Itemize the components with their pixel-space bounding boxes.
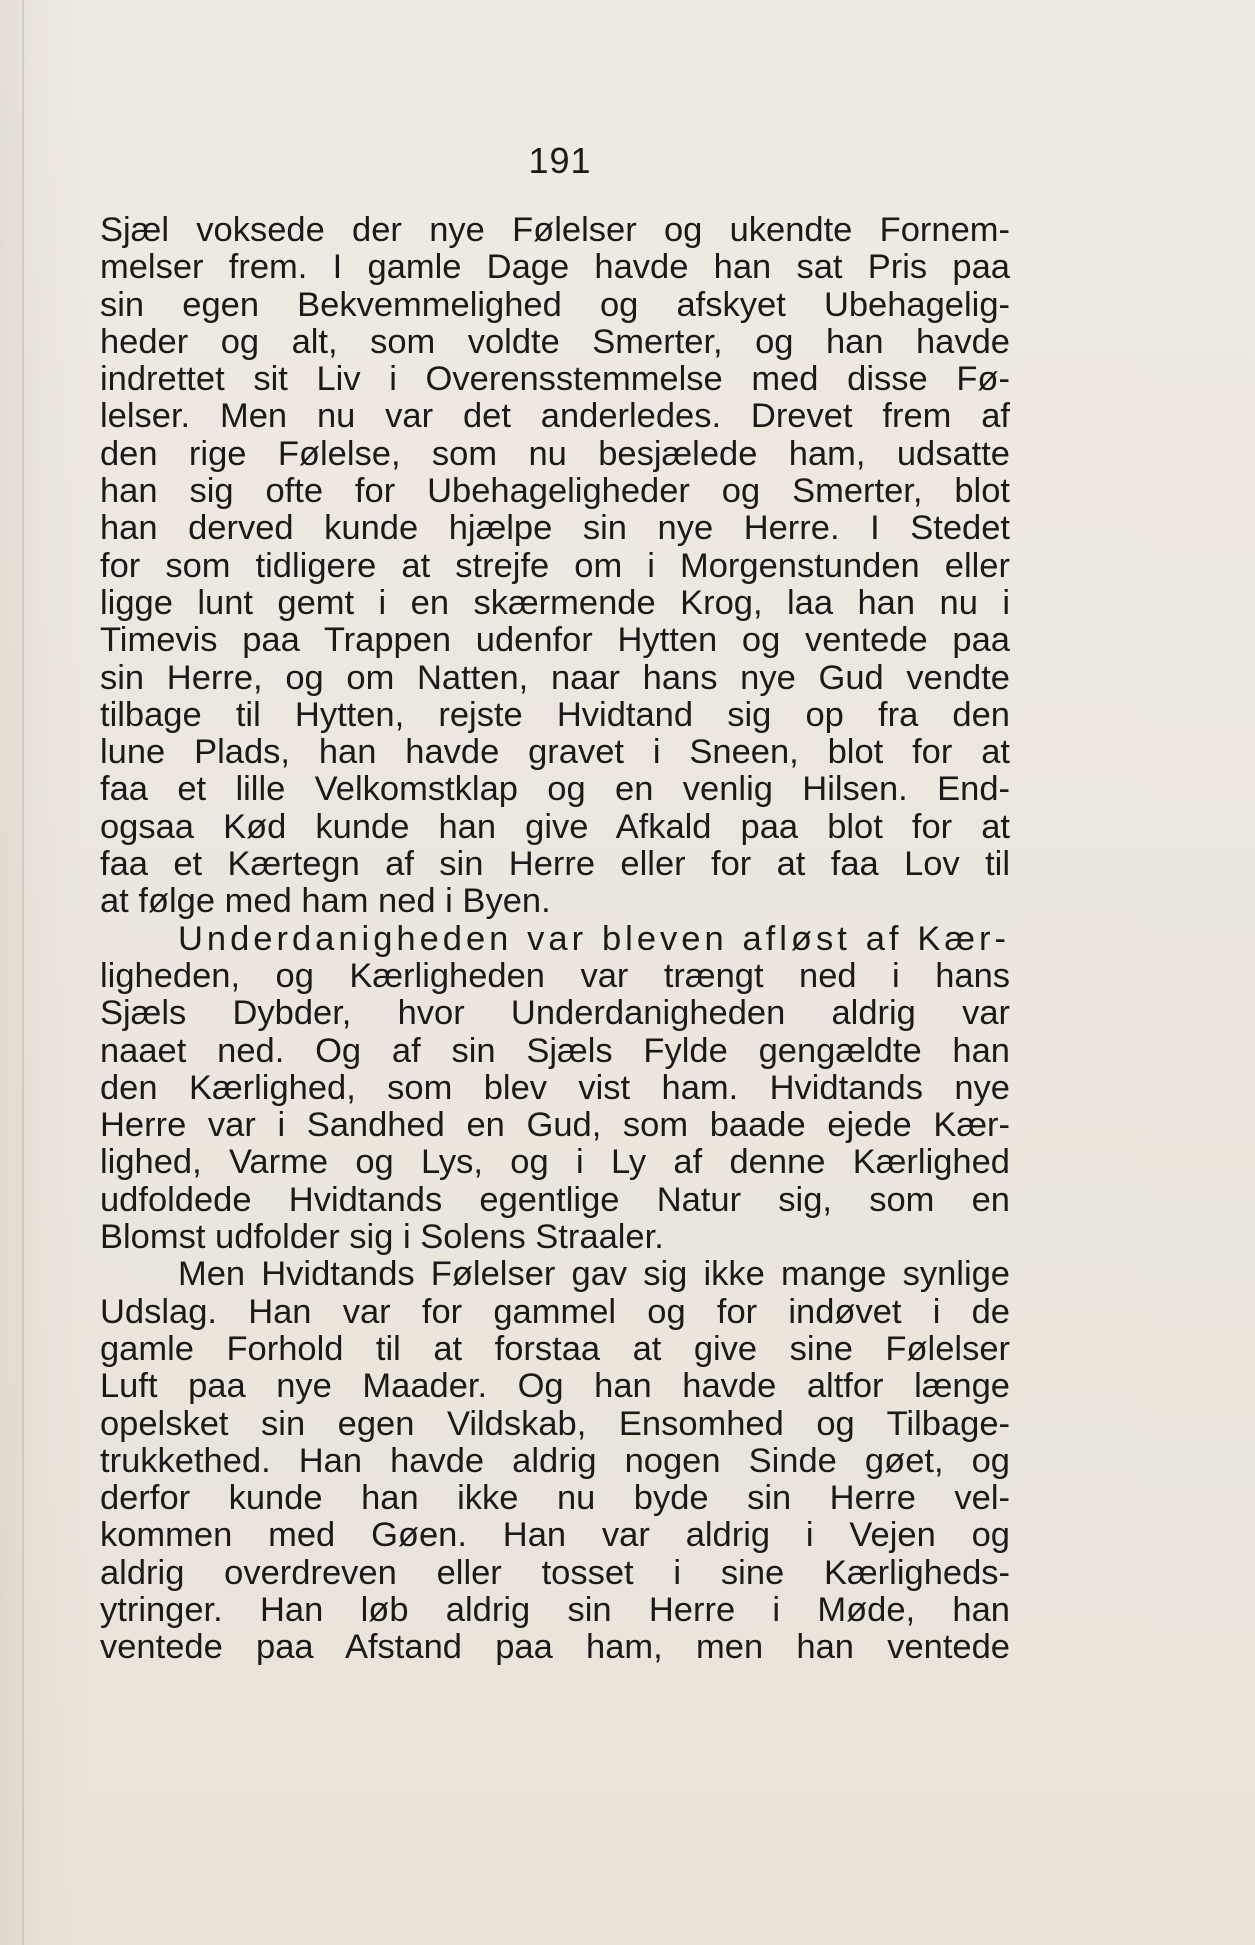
text-line: heder og alt, som voldte Smerter, og han havde	[100, 322, 1010, 361]
text-line: ogsaa Kød kunde han give Afkald paa blot for at	[100, 807, 1010, 846]
paragraph-end-line: at følge med ham ned i Byen.	[100, 882, 551, 921]
text-line: han derved kunde hjælpe sin nye Herre. I Stedet	[100, 509, 1010, 548]
text-line: den Kærlighed, som blev vist ham. Hvidtands nye	[100, 1068, 1010, 1107]
text-line: ytringer. Han løb aldrig sin Herre i Møde, han	[100, 1590, 1010, 1629]
text-line: kommen med Gøen. Han var aldrig i Vejen og	[100, 1516, 1010, 1555]
text-line: lighed, Varme og Lys, og i Ly af denne Kærlighed	[100, 1143, 1010, 1182]
text-line: ventede paa Afstand paa ham, men han ventede	[100, 1628, 1010, 1667]
text-line: sin egen Bekvemmelighed og afskyet Ubehagelig-	[100, 285, 1010, 324]
page-number: 191	[528, 140, 592, 181]
text-line: faa et Kærtegn af sin Herre eller for at faa Lov til	[100, 845, 1010, 884]
text-line: Sjæls Dybder, hvor Underdanigheden aldrig var	[100, 994, 1010, 1033]
text-line: Herre var i Sandhed en Gud, som baade ejede Kær-	[100, 1106, 1010, 1145]
text-line: aldrig overdreven eller tosset i sine Kærligheds-	[100, 1553, 1010, 1592]
text-line: ligheden, og Kærligheden var trængt ned i hans	[100, 956, 1010, 995]
text-line: for som tidligere at strejfe om i Morgenstunden eller	[100, 546, 1010, 585]
paragraph-start-line: Men Hvidtands Følelser gav sig ikke mange synlige	[178, 1255, 1010, 1294]
text-line: den rige Følelse, som nu besjælede ham, udsatte	[100, 434, 1010, 473]
text-line: opelsket sin egen Vildskab, Ensomhed og Tilbage-	[100, 1404, 1010, 1443]
text-line: sin Herre, og om Natten, naar hans nye Gud vendte	[100, 658, 1010, 697]
paragraph-start-line: Underdanigheden var bleven afløst af Kær-	[178, 919, 1010, 958]
text-line: tilbage til Hytten, rejste Hvidtand sig op fra den	[100, 695, 1010, 734]
binding-gutter	[22, 0, 24, 1945]
text-line: Timevis paa Trappen udenfor Hytten og ventede paa	[100, 621, 1010, 660]
text-line: udfoldede Hvidtands egentlige Natur sig, som en	[100, 1180, 1010, 1219]
text-line: melser frem. I gamle Dage havde han sat Pris paa	[100, 248, 1010, 287]
text-line: Sjæl voksede der nye Følelser og ukendte Fornem-	[100, 211, 1010, 249]
text-line: indrettet sit Liv i Overensstemmelse med disse Fø-	[100, 360, 1010, 399]
text-line: gamle Forhold til at forstaa at give sine Følelser	[100, 1329, 1010, 1368]
text-line: trukkethed. Han havde aldrig nogen Sinde gøet, og	[100, 1441, 1010, 1480]
text-line: Udslag. Han var for gammel og for indøvet i de	[100, 1292, 1010, 1331]
text-line: han sig ofte for Ubehageligheder og Smerter, blot	[100, 472, 1010, 511]
text-line: naaet ned. Og af sin Sjæls Fylde gengældte han	[100, 1031, 1010, 1070]
text-line: derfor kunde han ikke nu byde sin Herre vel-	[100, 1479, 1010, 1518]
text-line: lune Plads, han havde gravet i Sneen, blot for at	[100, 733, 1010, 772]
text-line: ligge lunt gemt i en skærmende Krog, laa han nu i	[100, 583, 1010, 622]
text-line: Luft paa nye Maader. Og han havde altfor længe	[100, 1367, 1010, 1406]
body-text	[100, 212, 1010, 1667]
paragraph-end-line: Blomst udfolder sig i Solens Straaler.	[100, 1218, 664, 1257]
text-line: faa et lille Velkomstklap og en venlig Hilsen. End-	[100, 770, 1010, 809]
text-line: lelser. Men nu var det anderledes. Drevet frem af	[100, 397, 1010, 436]
